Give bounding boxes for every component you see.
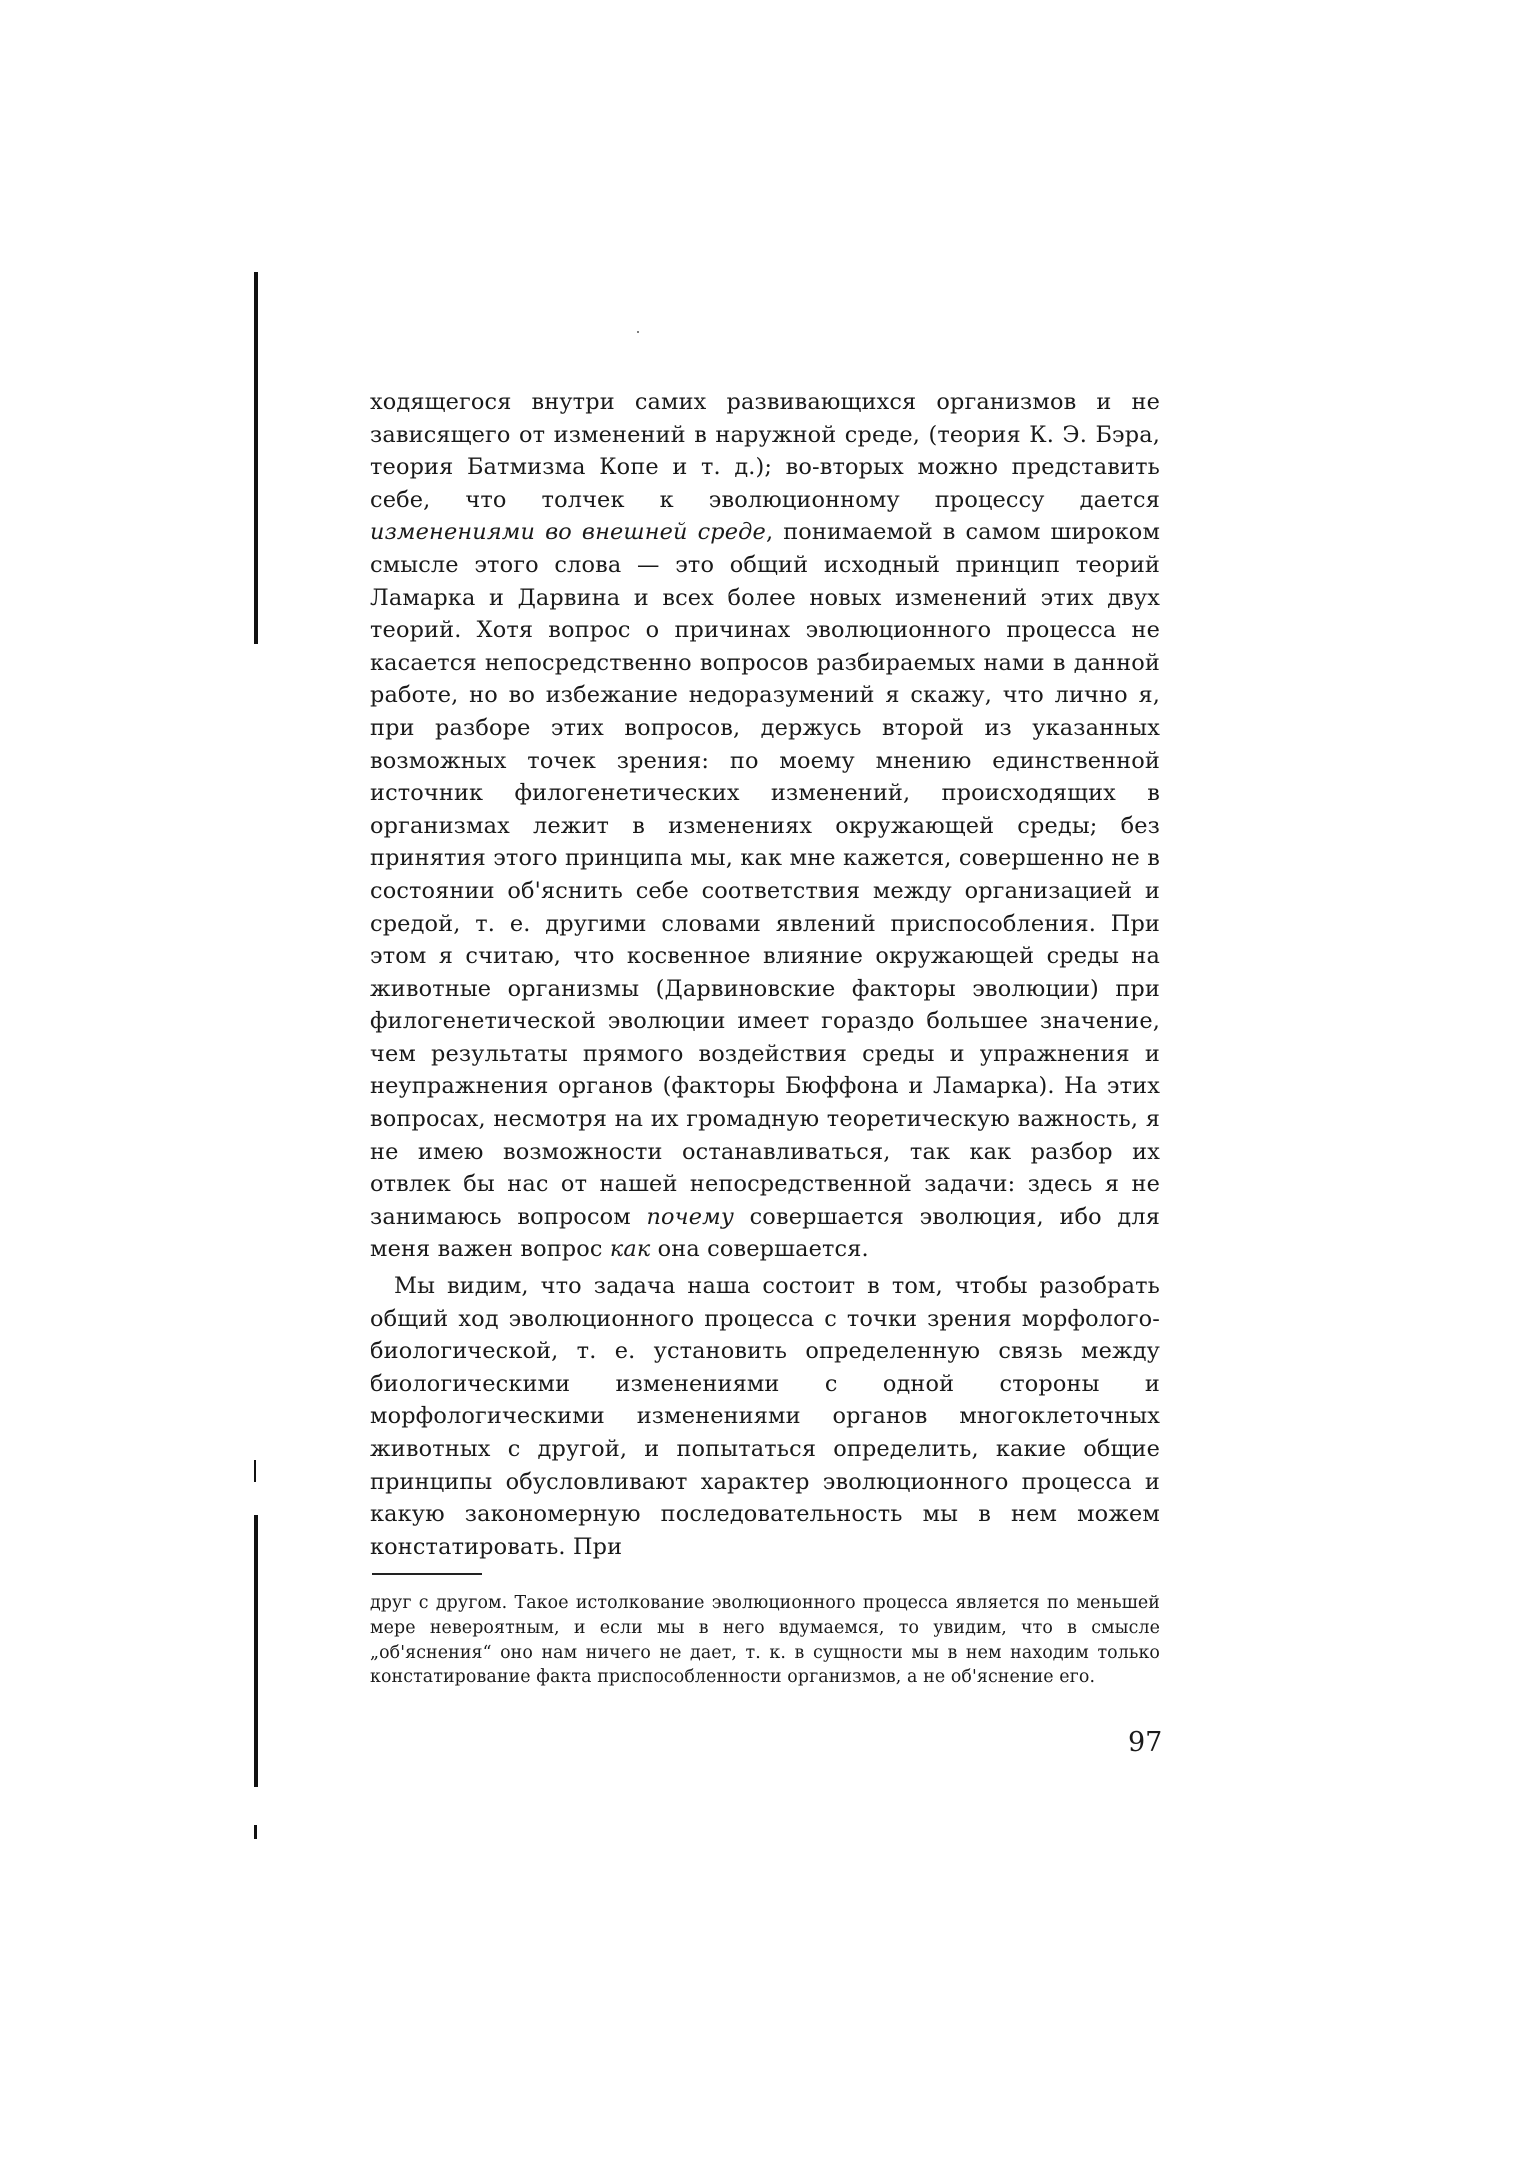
page-number: 97 — [1128, 1727, 1163, 1758]
italic-run: изменениями во внешней среде — [370, 519, 766, 546]
text-run: Мы видим, что задача наша состоит в том, чтобы разобрать общий ход эволюционного процесса с точки зрения морфолого-биологической, т. е. установить определенную связь между биологическими изменениями с одной стороны и морфологическими изменениями органов многоклеточных животных с другой, и попытаться определить, какие общие принципы обусловливают характер эволюционного процесса и какую закономерную последовательность мы в нем можем констатировать. При — [370, 1273, 1160, 1560]
paragraph — [370, 1270, 1160, 1563]
scan-speck — [637, 331, 639, 333]
footnote-divider — [372, 1573, 482, 1575]
footnote: друг с другом. Такое истолкование эволюционного процесса является по меньшей мере невероятным, и если мы в него вдумаемся, то увидим, что в смысле „об'яснения“ оно нам ничего не дает, т. к. в сущности мы в нем находим только констатирование факта приспособленности организмов, а не об'яснение его. — [370, 1593, 1160, 1688]
binding-edge-mark — [254, 1460, 256, 1482]
text-run: , понимаемой в самом широком смысле этого слова — это общий исходный принцип теорий Ламарка и Дарвина и всех более новых изменений этих двух теорий. Хотя вопрос о причинах эволюционного процесса не касается непосредственно вопросов разбираемых нами в данной работе, но во избежание недоразумений я скажу, что лично я, при разборе этих вопросов, держусь второй из указанных возможных точек зрения: по моему мнению единственной источник филогенетических изменений, происходящих в организмах лежит в изменениях окружающей среды; без принятия этого принципа мы, как мне кажется, совершенно не в состоянии об'яснить себе соответствия между организацией и средой, т. е. другими словами явлений приспособления. При этом я считаю, что косвенное влияние окружающей среды на животные организмы (Дарвиновские факторы эволюции) при филогенетической эволюции имеет гораздо большее значение, чем результаты прямого воздействия среды и упражнения и неупражнения органов (факторы Бюффона и Ламарка). На этих вопросах, несмотря на их громадную теоретическую важность, я не имею возможности останавливаться, так как разбор их отвлек бы нас от нашей непосредственной задачи: здесь я не занимаюсь вопросом — [370, 519, 1161, 1230]
binding-edge-mark — [254, 1515, 258, 1787]
text-run: она совершается. — [650, 1236, 869, 1263]
binding-edge-mark — [254, 1825, 257, 1839]
text-run: совершается эволюция, ибо для меня важен вопрос — [370, 1203, 1160, 1263]
italic-run: как — [609, 1236, 651, 1263]
italic-run: почему — [646, 1203, 734, 1230]
text-run: ходящегося внутри самих развивающихся организмов и не зависящего от изменений в наружной среде, (теория К. Э. Бэра, теория Батмизма Копе и т. д.); во-вторых можно представить себе, что толчек к эволюционному процессу дается — [370, 389, 1160, 513]
binding-edge-mark — [254, 272, 258, 644]
main-text — [370, 386, 1160, 1563]
paragraph — [370, 386, 1160, 1266]
